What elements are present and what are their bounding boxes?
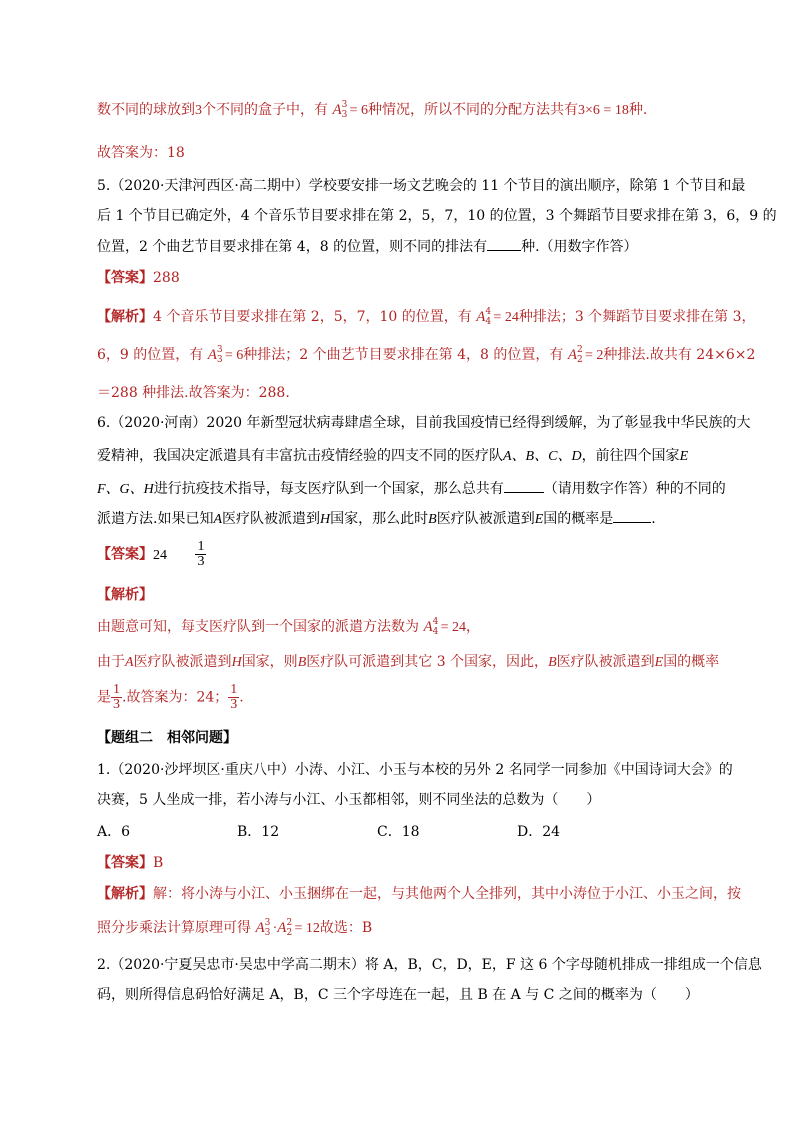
text: 3 xyxy=(195,103,202,118)
q5-stem-line1: 5.（2020·天津河西区·高二期中）学校要安排一场文艺晚会的 11 个节目的演出顺序，除第 1 个节目和最 xyxy=(97,178,746,194)
formula-a44: A 4 4 = 24 xyxy=(476,307,519,327)
fraction-one-third: $\frac{1}{3}$ xyxy=(230,682,238,712)
q6-explanation-label: 【解析】 xyxy=(97,587,153,603)
answer-blank xyxy=(487,236,521,251)
q6-explanation-line1: 由题意可知，每支医疗队到一个国家的派遣方法数为 A 4 4 = 24， xyxy=(97,617,481,637)
g1-answer: 【答案】B xyxy=(97,855,164,871)
q6-stem-line4: 派遣方法.如果已知A医疗队被派遣到H国家，那么此时B医疗队被派遣到E国的概率是 . xyxy=(97,508,656,530)
q6-stem-line2: 爱精神，我国决定派遣具有丰富抗击疫情经验的四支不同的医疗队A、B、C、D，前往四个国家E xyxy=(97,448,689,464)
q5-stem-line3: 位置，2 个曲艺节目要求排在第 4，8 的位置，则不同的排法有 种.（用数字作答） xyxy=(97,236,638,257)
q5-answer: 【答案】288 xyxy=(97,270,180,286)
g1-stem-line2: 决赛，5 人坐成一排，若小涛与小江、小玉都相邻，则不同坐法的总数为（ ） xyxy=(97,792,601,808)
formula: 3×6 = 18 xyxy=(578,103,629,118)
g1-explanation-line2: 照分步乘法计算原理可得 A 3 3 ·A 2 2 = 12故选：B xyxy=(97,918,373,938)
q5-stem-line2: 后 1 个节目已确定外，4 个音乐节目要求排在第 2，5，7，10 的位置，3 个舞蹈节目要求排在第 3，6，9 的 xyxy=(97,208,777,224)
option-a: A．6 xyxy=(97,824,131,840)
q6-explanation-line3: 是 $\frac{1}{3}$ .故答案为：24； $\frac{1}{3}$ . xyxy=(97,682,244,712)
formula-a22: A 2 2 = 2 xyxy=(567,345,604,365)
q5-explanation-line3: ＝288 种排法.故答案为：288. xyxy=(97,385,290,401)
g1-options xyxy=(97,822,657,842)
prev-solution-line xyxy=(97,100,647,121)
q6-stem-line1: 6.（2020·河南）2020 年新型冠状病毒肆虐全球，目前我国疫情已经得到缓解，为了彰显我中华民族的大 xyxy=(97,415,751,431)
q6-stem-line3: F、G、H进行抗疫技术指导，每支医疗队到一个国家，那么总共有 （请用数字作答）种的不同的 xyxy=(97,478,726,500)
q5-explanation-line1: 【解析】4 个音乐节目要求排在第 2，5，7，10 的位置，有 A 4 4 = 24种排法；3 个舞蹈节目要求排在第 3， xyxy=(97,307,756,327)
section-heading: 【题组二 相邻问题】 xyxy=(97,730,237,746)
g1-stem-line1: 1.（2020·沙坪坝区·重庆八中）小涛、小江、小玉与本校的另外 2 名同学一同参加《中国诗词大会》的 xyxy=(97,762,733,778)
g2-stem-line2: 码，则所得信息码恰好满足 A，B，C 三个字母连在一起，且 B 在 A 与 C 之间的概率为（ ） xyxy=(97,987,699,1003)
text: 种情况，所以不同的分配方法共有 xyxy=(368,102,579,118)
q5-explanation-line2: 6，9 的位置，有 A 3 3 = 6种排法；2 个曲艺节目要求排在第 4，8 的位置，有 A 2 2 = 2种排法.故共有 24×6×2 xyxy=(97,345,756,365)
formula-a33: A 3 3 = 6 xyxy=(332,100,369,120)
text: 种. xyxy=(628,102,648,118)
q6-explanation-line2: 由于A医疗队被派遣到H国家，则B医疗队可派遣到其它 3 个国家，因此，B医疗队被派遣到E国的概率 xyxy=(97,654,720,670)
formula-a33: A 3 3 = 6 xyxy=(207,345,244,365)
q6-answer: 【答案】24 $\frac{1}{3}$ xyxy=(97,539,205,569)
formula-a44: A 4 4 = 24， xyxy=(423,617,481,637)
answer-blank-2 xyxy=(613,508,651,523)
text: 个不同的盒子中，有 xyxy=(202,102,328,118)
g1-explanation-line1: 【解析】解：将小涛与小江、小玉捆绑在一起，与其他两个人全排列，其中小涛位于小江、小玉之间，按 xyxy=(97,886,741,902)
g2-stem-line1: 2.（2020·宁夏吴忠市·吴忠中学高二期末）将 A，B，C，D，E，F 这 6 个字母随机排成一排组成一个信息 xyxy=(97,957,762,973)
text: 数不同的球放到 xyxy=(97,102,195,118)
option-c: C．18 xyxy=(377,824,420,840)
prev-answer-line: 故答案为：18 xyxy=(97,145,185,161)
formula-a33-a22: A 3 3 ·A 2 2 = 12 xyxy=(255,918,320,938)
option-d: D．24 xyxy=(517,824,561,840)
option-b: B．12 xyxy=(237,824,280,840)
answer-blank-1 xyxy=(504,478,544,493)
fraction-one-third: $\frac{1}{3}$ xyxy=(113,682,120,712)
fraction-one-third: $\frac{1}{3}$ xyxy=(197,539,205,569)
